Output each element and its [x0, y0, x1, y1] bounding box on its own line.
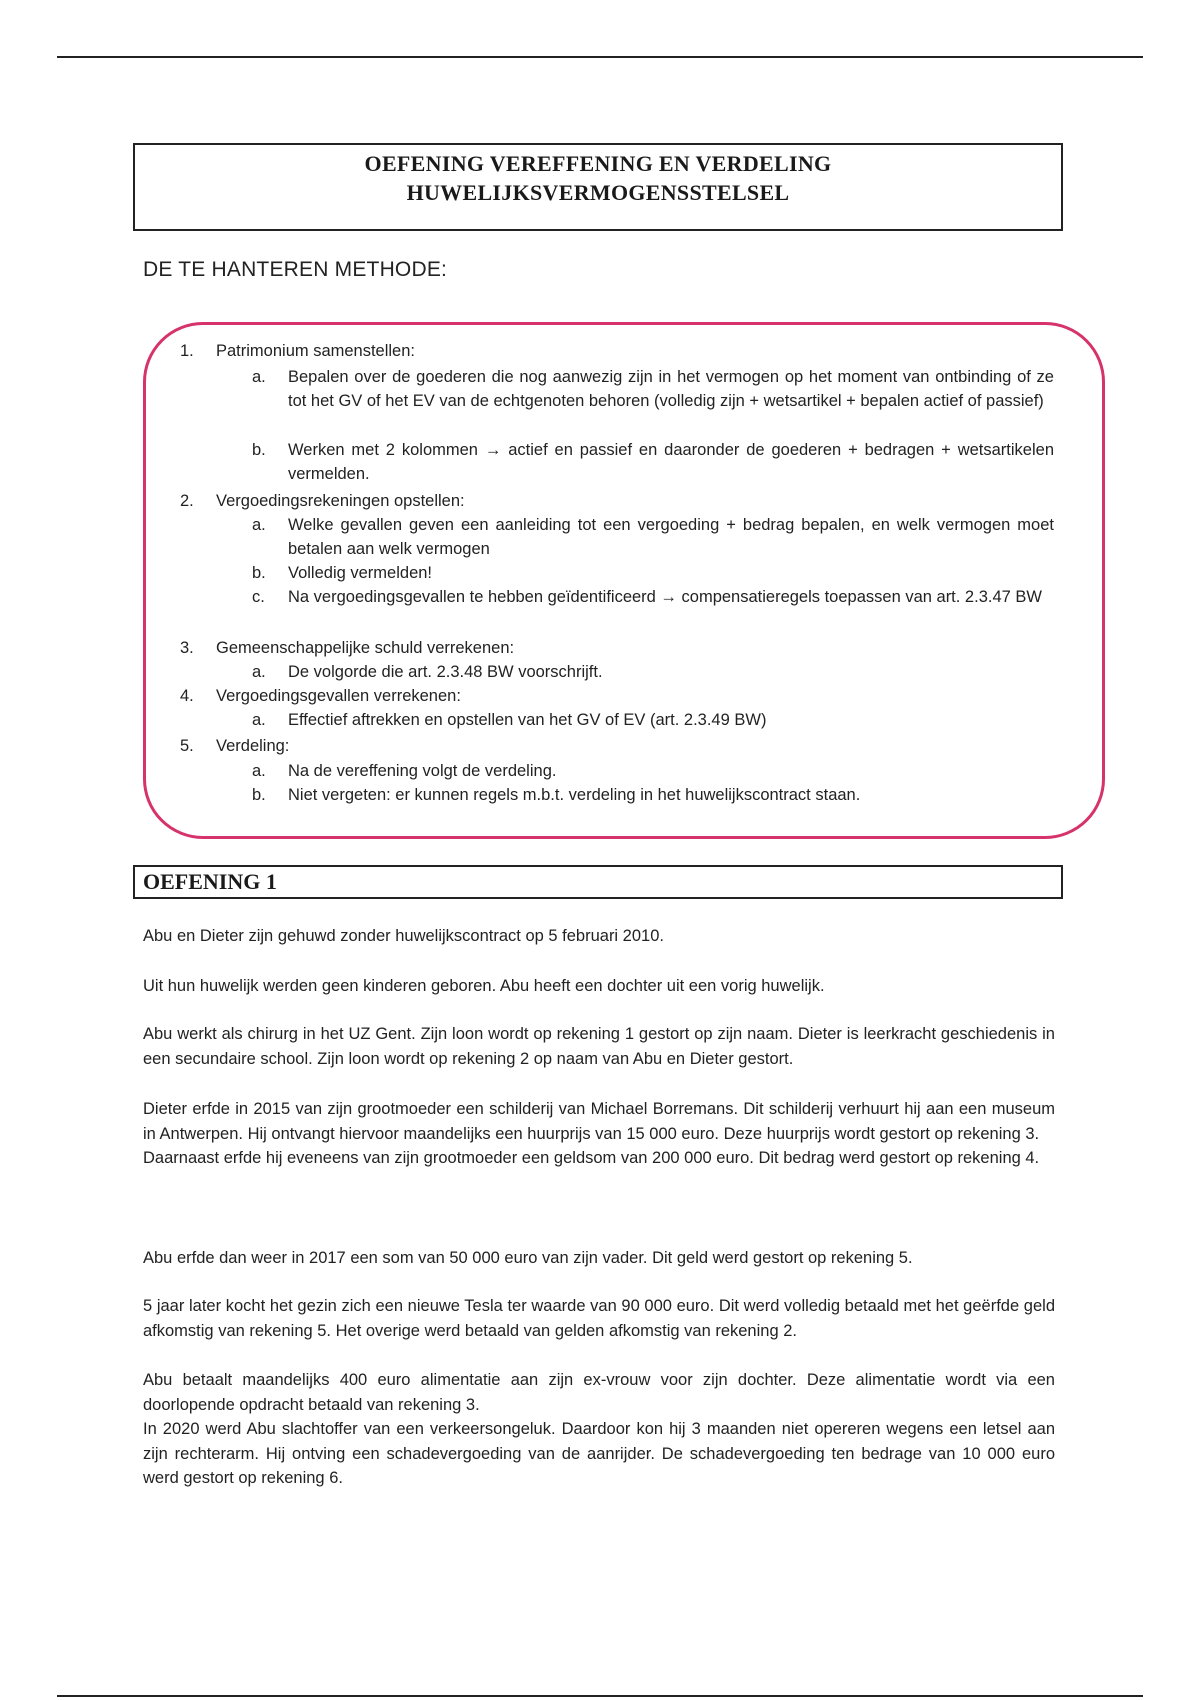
top-rule [57, 56, 1143, 58]
sub-letter: b. [252, 441, 266, 459]
step-number: 2. [180, 492, 194, 510]
sub-text: Welke gevallen geven een aanleiding tot een vergoeding + bedrag bepalen, en welk vermogen moet betalen aan welk vermogen [288, 516, 1054, 558]
sub-letter: a. [252, 711, 266, 729]
sub-text: De volgorde die art. 2.3.48 BW voorschrijft. [288, 663, 603, 681]
sub-letter: c. [252, 588, 265, 606]
exercise-title: OEFENING 1 [143, 869, 277, 894]
paragraph-line: Abu erfde dan weer in 2017 een som van 50 000 euro van zijn vader. Dit geld werd gestort op rekening 5. [143, 1249, 913, 1267]
exercise-paragraph-7 [143, 1368, 1055, 1491]
step-label: Verdeling: [216, 737, 290, 755]
sub-text: Volledig vermelden! [288, 564, 433, 582]
title-line-2: HUWELIJKSVERMOGENSSTELSEL [406, 180, 790, 205]
sub-letter: a. [252, 368, 266, 386]
exercise-paragraph-1 [143, 924, 1055, 949]
method-heading: DE TE HANTEREN METHODE: [143, 258, 448, 281]
step-label: Patrimonium samenstellen: [216, 342, 415, 360]
title-line-1: OEFENING VEREFFENING EN VERDELING [364, 151, 832, 176]
step-number: 3. [180, 639, 194, 657]
sub-letter: b. [252, 786, 266, 804]
paragraph-line: Abu betaalt maandelijks 400 euro alimentatie aan zijn ex-vrouw voor zijn dochter. Deze alimentatie wordt via een doorlopende opdracht betaald van rekening 3. [143, 1371, 1055, 1414]
step-label: Gemeenschappelijke schuld verrekenen: [216, 639, 515, 657]
paragraph-line: Dieter erfde in 2015 van zijn grootmoeder een schilderij van Michael Borremans. Dit schilderij verhuurt hij aan een museum in Antwerpen. Hij ontvangt hiervoor maandelijks een huurprijs van 15 000 euro. Deze huurprijs wordt gestort op rekening 3. [143, 1100, 1055, 1143]
exercise-paragraph-5 [143, 1246, 1055, 1271]
sub-text: Werken met 2 kolommen → actief en passief en daaronder de goederen + bedragen + wetsartikelen vermelden. [288, 441, 1054, 483]
sub-letter: a. [252, 762, 266, 780]
paragraph-line: Uit hun huwelijk werden geen kinderen geboren. Abu heeft een dochter uit een vorig huwelijk. [143, 977, 825, 995]
sub-letter: a. [252, 516, 266, 534]
sub-text: Niet vergeten: er kunnen regels m.b.t. verdeling in het huwelijkscontract staan. [288, 786, 861, 804]
sub-text: Na vergoedingsgevallen te hebben geïdentificeerd → compensatieregels toepassen van art. 2.3.47 BW [288, 588, 1042, 606]
sub-text: Na de vereffening volgt de verdeling. [288, 762, 557, 780]
exercise-paragraph-4 [143, 1097, 1055, 1171]
step-number: 4. [180, 687, 194, 705]
title-box [133, 143, 1063, 231]
bottom-rule [57, 1695, 1143, 1697]
step-number: 5. [180, 737, 194, 755]
paragraph-line: Abu werkt als chirurg in het UZ Gent. Zijn loon wordt op rekening 1 gestort op zijn naam. Dieter is leerkracht geschiedenis in een secundaire school. Zijn loon wordt op rekening 2 op naam van Abu en Dieter gestort. [143, 1025, 1055, 1068]
sub-text: Effectief aftrekken en opstellen van het GV of EV (art. 2.3.49 BW) [288, 711, 767, 729]
exercise-title-box [133, 865, 1063, 899]
paragraph-line: Daarnaast erfde hij eveneens van zijn grootmoeder een geldsom van 200 000 euro. Dit bedrag werd gestort op rekening 4. [143, 1149, 1040, 1167]
sub-text: Bepalen over de goederen die nog aanwezig zijn in het vermogen op het moment van ontbinding of ze tot het GV of het EV van de echtgenoten behoren (volledig zijn + wetsartikel + bepalen actief of passief) [288, 368, 1054, 410]
step-label: Vergoedingsrekeningen opstellen: [216, 492, 465, 510]
paragraph-line: 5 jaar later kocht het gezin zich een nieuwe Tesla ter waarde van 90 000 euro. Dit werd volledig betaald met het geërfde geld afkomstig van rekening 5. Het overige werd betaald van gelden afkomstig van rekening 2. [143, 1297, 1055, 1340]
sub-letter: b. [252, 564, 266, 582]
exercise-paragraph-3 [143, 1022, 1055, 1071]
step-label: Vergoedingsgevallen verrekenen: [216, 687, 461, 705]
step-number: 1. [180, 342, 194, 360]
exercise-paragraph-2 [143, 974, 1055, 999]
sub-letter: a. [252, 663, 266, 681]
paragraph-line: In 2020 werd Abu slachtoffer van een verkeersongeluk. Daardoor kon hij 3 maanden niet opereren wegens een letsel aan zijn rechterarm. Hij ontving een schadevergoeding van de aanrijder. De schadevergoeding ten bedrage van 10 000 euro werd gestort op rekening 6. [143, 1420, 1055, 1487]
paragraph-line: Abu en Dieter zijn gehuwd zonder huwelijkscontract op 5 februari 2010. [143, 927, 664, 945]
exercise-paragraph-6 [143, 1294, 1055, 1343]
